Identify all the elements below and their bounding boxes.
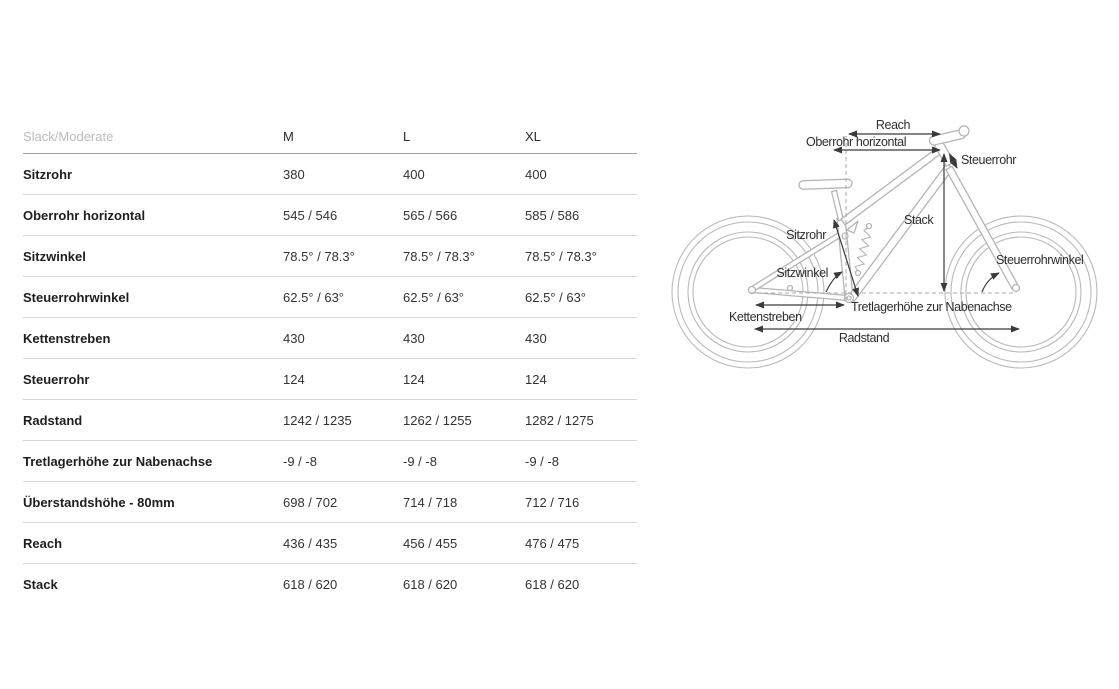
row-value-l: -9 / -8 <box>403 453 437 469</box>
column-header-l: L <box>403 129 411 144</box>
row-value-m: 380 <box>283 166 305 182</box>
front-wheel <box>945 216 1097 368</box>
row-value-m: 436 / 435 <box>283 535 338 551</box>
row-value-m: 545 / 546 <box>283 207 338 223</box>
diagram-label-kettenstreben: Kettenstreben <box>729 310 802 324</box>
row-value-l: 714 / 718 <box>403 494 458 510</box>
row-value-l: 618 / 620 <box>403 576 458 592</box>
steuerrohrwinkel-arc <box>982 273 999 292</box>
row-value-xl: 585 / 586 <box>525 207 580 223</box>
row-label: Kettenstreben <box>23 330 111 346</box>
row-value-xl: 78.5° / 78.3° <box>525 248 597 264</box>
row-value-xl: 400 <box>525 166 547 182</box>
row-label: Sitzwinkel <box>23 248 86 264</box>
row-label: Tretlagerhöhe zur Nabenachse <box>23 453 213 469</box>
row-value-xl: 124 <box>525 371 547 387</box>
row-label: Steuerrohrwinkel <box>23 289 130 305</box>
sitzwinkel-arc <box>826 272 842 292</box>
fork <box>946 166 1018 288</box>
row-value-m: 430 <box>283 330 305 346</box>
row-value-m: -9 / -8 <box>283 453 317 469</box>
row-value-m: 124 <box>283 371 305 387</box>
seat-tube-pivot <box>842 233 848 239</box>
diagram-label-stack: Stack <box>904 213 934 227</box>
row-value-xl: 618 / 620 <box>525 576 580 592</box>
row-value-m: 78.5° / 78.3° <box>283 248 355 264</box>
row-value-xl: 62.5° / 63° <box>525 289 586 305</box>
diagram-label-steuerrohrwinkel: Steuerrohrwinkel <box>996 253 1084 267</box>
diagram-label-radstand: Radstand <box>838 331 890 345</box>
chainstay-pivot <box>788 286 793 291</box>
row-label: Überstandshöhe - 80mm <box>23 494 175 510</box>
diagram-label-oberrohr: Oberrohr horizontal <box>806 135 907 149</box>
row-value-l: 1262 / 1255 <box>403 412 472 428</box>
row-value-m: 698 / 702 <box>283 494 338 510</box>
row-value-l: 456 / 455 <box>403 535 458 551</box>
row-value-xl: 712 / 716 <box>525 494 580 510</box>
row-value-m: 62.5° / 63° <box>283 289 344 305</box>
row-value-xl: 1282 / 1275 <box>525 412 594 428</box>
diagram-label-tretlagerhoehe: Tretlagerhöhe zur Nabenachse <box>851 300 1012 314</box>
row-value-l: 565 / 566 <box>403 207 458 223</box>
column-header-m: M <box>283 129 294 144</box>
row-value-xl: 476 / 475 <box>525 535 580 551</box>
row-value-xl: 430 <box>525 330 547 346</box>
row-value-m: 1242 / 1235 <box>283 412 352 428</box>
row-label: Steuerrohr <box>23 371 90 387</box>
row-value-l: 78.5° / 78.3° <box>403 248 475 264</box>
row-value-l: 124 <box>403 371 425 387</box>
column-header-xl: XL <box>525 129 541 144</box>
row-value-xl: -9 / -8 <box>525 453 559 469</box>
diagram-label-steuerrohr: Steuerrohr <box>961 153 1017 167</box>
row-value-m: 618 / 620 <box>283 576 338 592</box>
seatpost <box>832 190 844 220</box>
table-mode-label: Slack/Moderate <box>23 129 114 144</box>
rear-dropout <box>749 287 756 294</box>
row-label: Sitzrohr <box>23 166 73 182</box>
row-value-l: 430 <box>403 330 425 346</box>
diagram-label-sitzrohr: Sitzrohr <box>786 228 826 242</box>
row-value-l: 400 <box>403 166 425 182</box>
chainstay <box>753 288 848 301</box>
front-dropout <box>1013 285 1020 292</box>
diagram-label-sitzwinkel: Sitzwinkel <box>776 266 828 280</box>
row-label: Radstand <box>23 412 83 428</box>
row-label: Oberrohr horizontal <box>23 207 146 223</box>
row-label: Stack <box>23 576 58 592</box>
row-label: Reach <box>23 535 63 551</box>
grip <box>959 126 969 136</box>
diagram-label-reach: Reach <box>875 118 911 132</box>
saddle <box>799 179 852 189</box>
row-value-l: 62.5° / 63° <box>403 289 464 305</box>
